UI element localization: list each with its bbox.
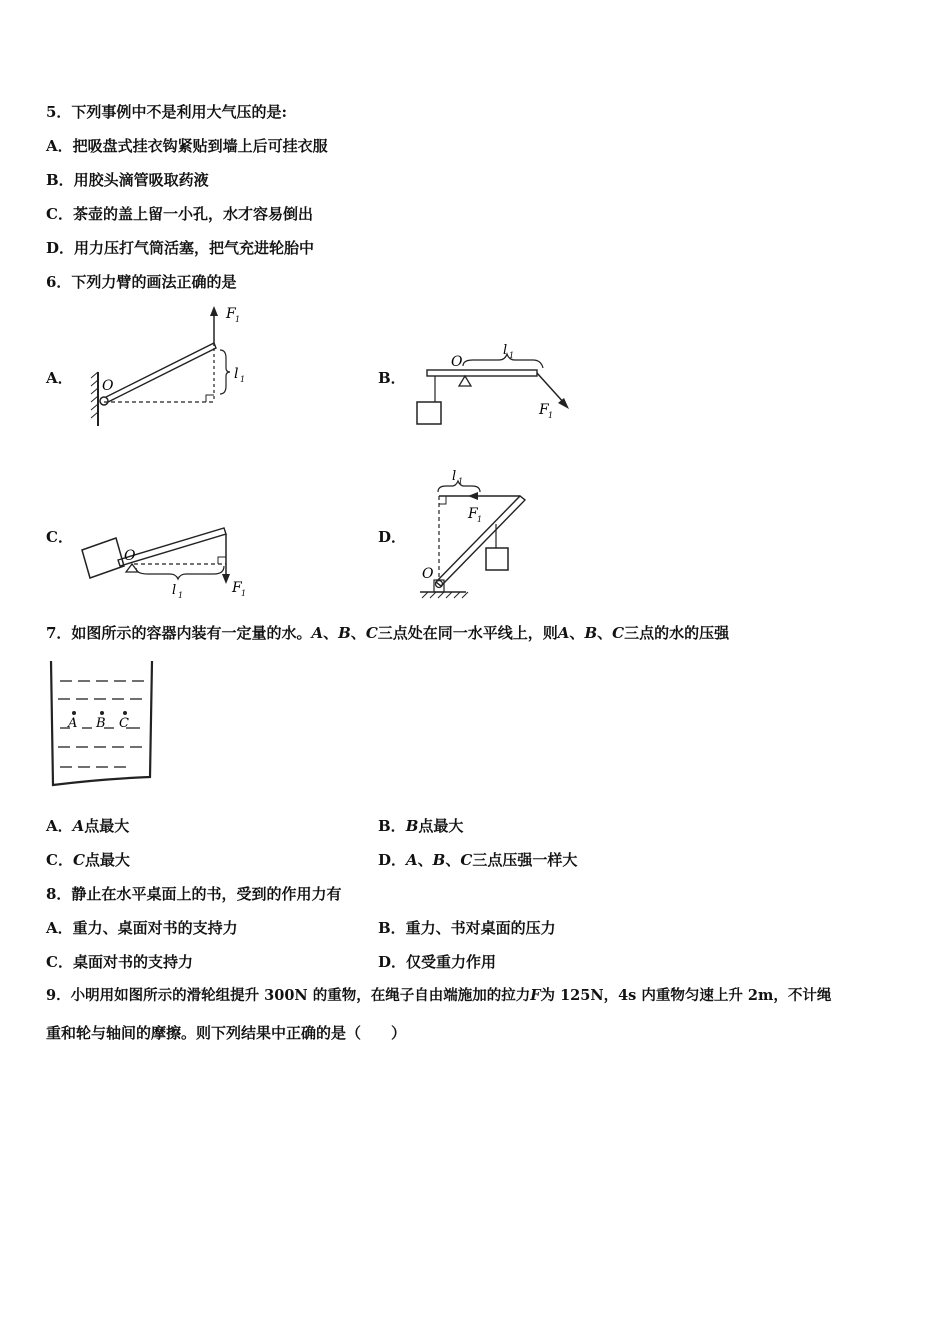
q9-stem-line-2: 重和轮与轴间的摩擦。则下列结果中正确的是（ ） [46, 1024, 407, 1042]
q7-point-b: B [96, 716, 106, 731]
fig-d-arm-sub: 1 [458, 477, 464, 486]
q9-stem-line-1: 9．小明用如图所示的滑轮组提升 300N 的重物，在绳子自由端施加的拉力F为 125N，4s 内重物匀速上升 2m，不计绳 [46, 987, 832, 1004]
fig-b-arm-label: l [503, 343, 508, 358]
fig-d-arm-label: l [452, 469, 457, 484]
q7-option-b: B．B点最大 [378, 817, 464, 835]
fig-c-force-sub: 1 [241, 589, 247, 598]
q8-option-a: A．重力、桌面对书的支持力 [46, 919, 238, 937]
q7-stem: 7．如图所示的容器内装有一定量的水。A、B、C三点处在同一水平线上，则A、B、C三点的水的压强 [46, 624, 730, 642]
q5-option-c: C．茶壶的盖上留一小孔，水才容易倒出 [46, 205, 313, 223]
q7-point-a: A [68, 716, 78, 731]
q6-stem: 6．下列力臂的画法正确的是 [46, 273, 237, 291]
fig-b-force-sub: 1 [548, 411, 554, 420]
q6-figure-a [88, 302, 268, 432]
q7-option-c: C．C点最大 [46, 851, 130, 869]
q6-figure-d [408, 466, 538, 606]
fig-a-force-label: F [226, 306, 236, 322]
fig-a-arm-label: l [234, 366, 239, 382]
q5-option-a: A．把吸盘式挂衣钩紧贴到墙上后可挂衣服 [46, 137, 328, 155]
fig-a-force-sub: 1 [235, 315, 241, 324]
q8-option-d: D．仅受重力作用 [378, 953, 497, 971]
q7-container-figure [46, 657, 158, 791]
q5-option-d: D．用力压打气筒活塞，把气充进轮胎中 [46, 239, 315, 257]
fig-c-arm-label: l [172, 583, 177, 598]
fig-c-force-label: F [232, 580, 242, 596]
fig-d-force-sub: 1 [477, 515, 483, 524]
q6-figure-c [78, 520, 258, 605]
q6-label-a: A． [46, 369, 73, 387]
q5-option-b: B．用胶头滴管吸取药液 [46, 171, 209, 189]
q7-option-d: D．A、B、C三点压强一样大 [378, 851, 578, 869]
q6-label-d: D． [378, 528, 407, 546]
q6-label-b: B． [378, 369, 406, 387]
q6-label-c: C． [46, 528, 73, 546]
q8-option-b: B．重力、书对桌面的压力 [378, 919, 556, 937]
q6-figure-b [405, 340, 585, 430]
fig-c-arm-sub: 1 [178, 591, 184, 600]
q5-stem: 5．下列事例中不是利用大气压的是: [46, 103, 287, 121]
q8-option-c: C．桌面对书的支持力 [46, 953, 193, 971]
fig-c-pivot-label: O [124, 548, 136, 564]
q7-option-a: A．A点最大 [46, 817, 130, 835]
fig-a-arm-sub: 1 [240, 375, 246, 384]
fig-d-force-label: F [468, 506, 478, 522]
fig-d-pivot-label: O [422, 566, 434, 582]
fig-a-pivot-label: O [102, 378, 114, 394]
q7-point-c: C [119, 716, 129, 731]
q8-stem: 8．静止在水平桌面上的书，受到的作用力有 [46, 885, 342, 903]
fig-b-arm-sub: 1 [509, 351, 515, 360]
fig-b-force-label: F [539, 402, 549, 418]
fig-b-pivot-label: O [451, 354, 463, 370]
